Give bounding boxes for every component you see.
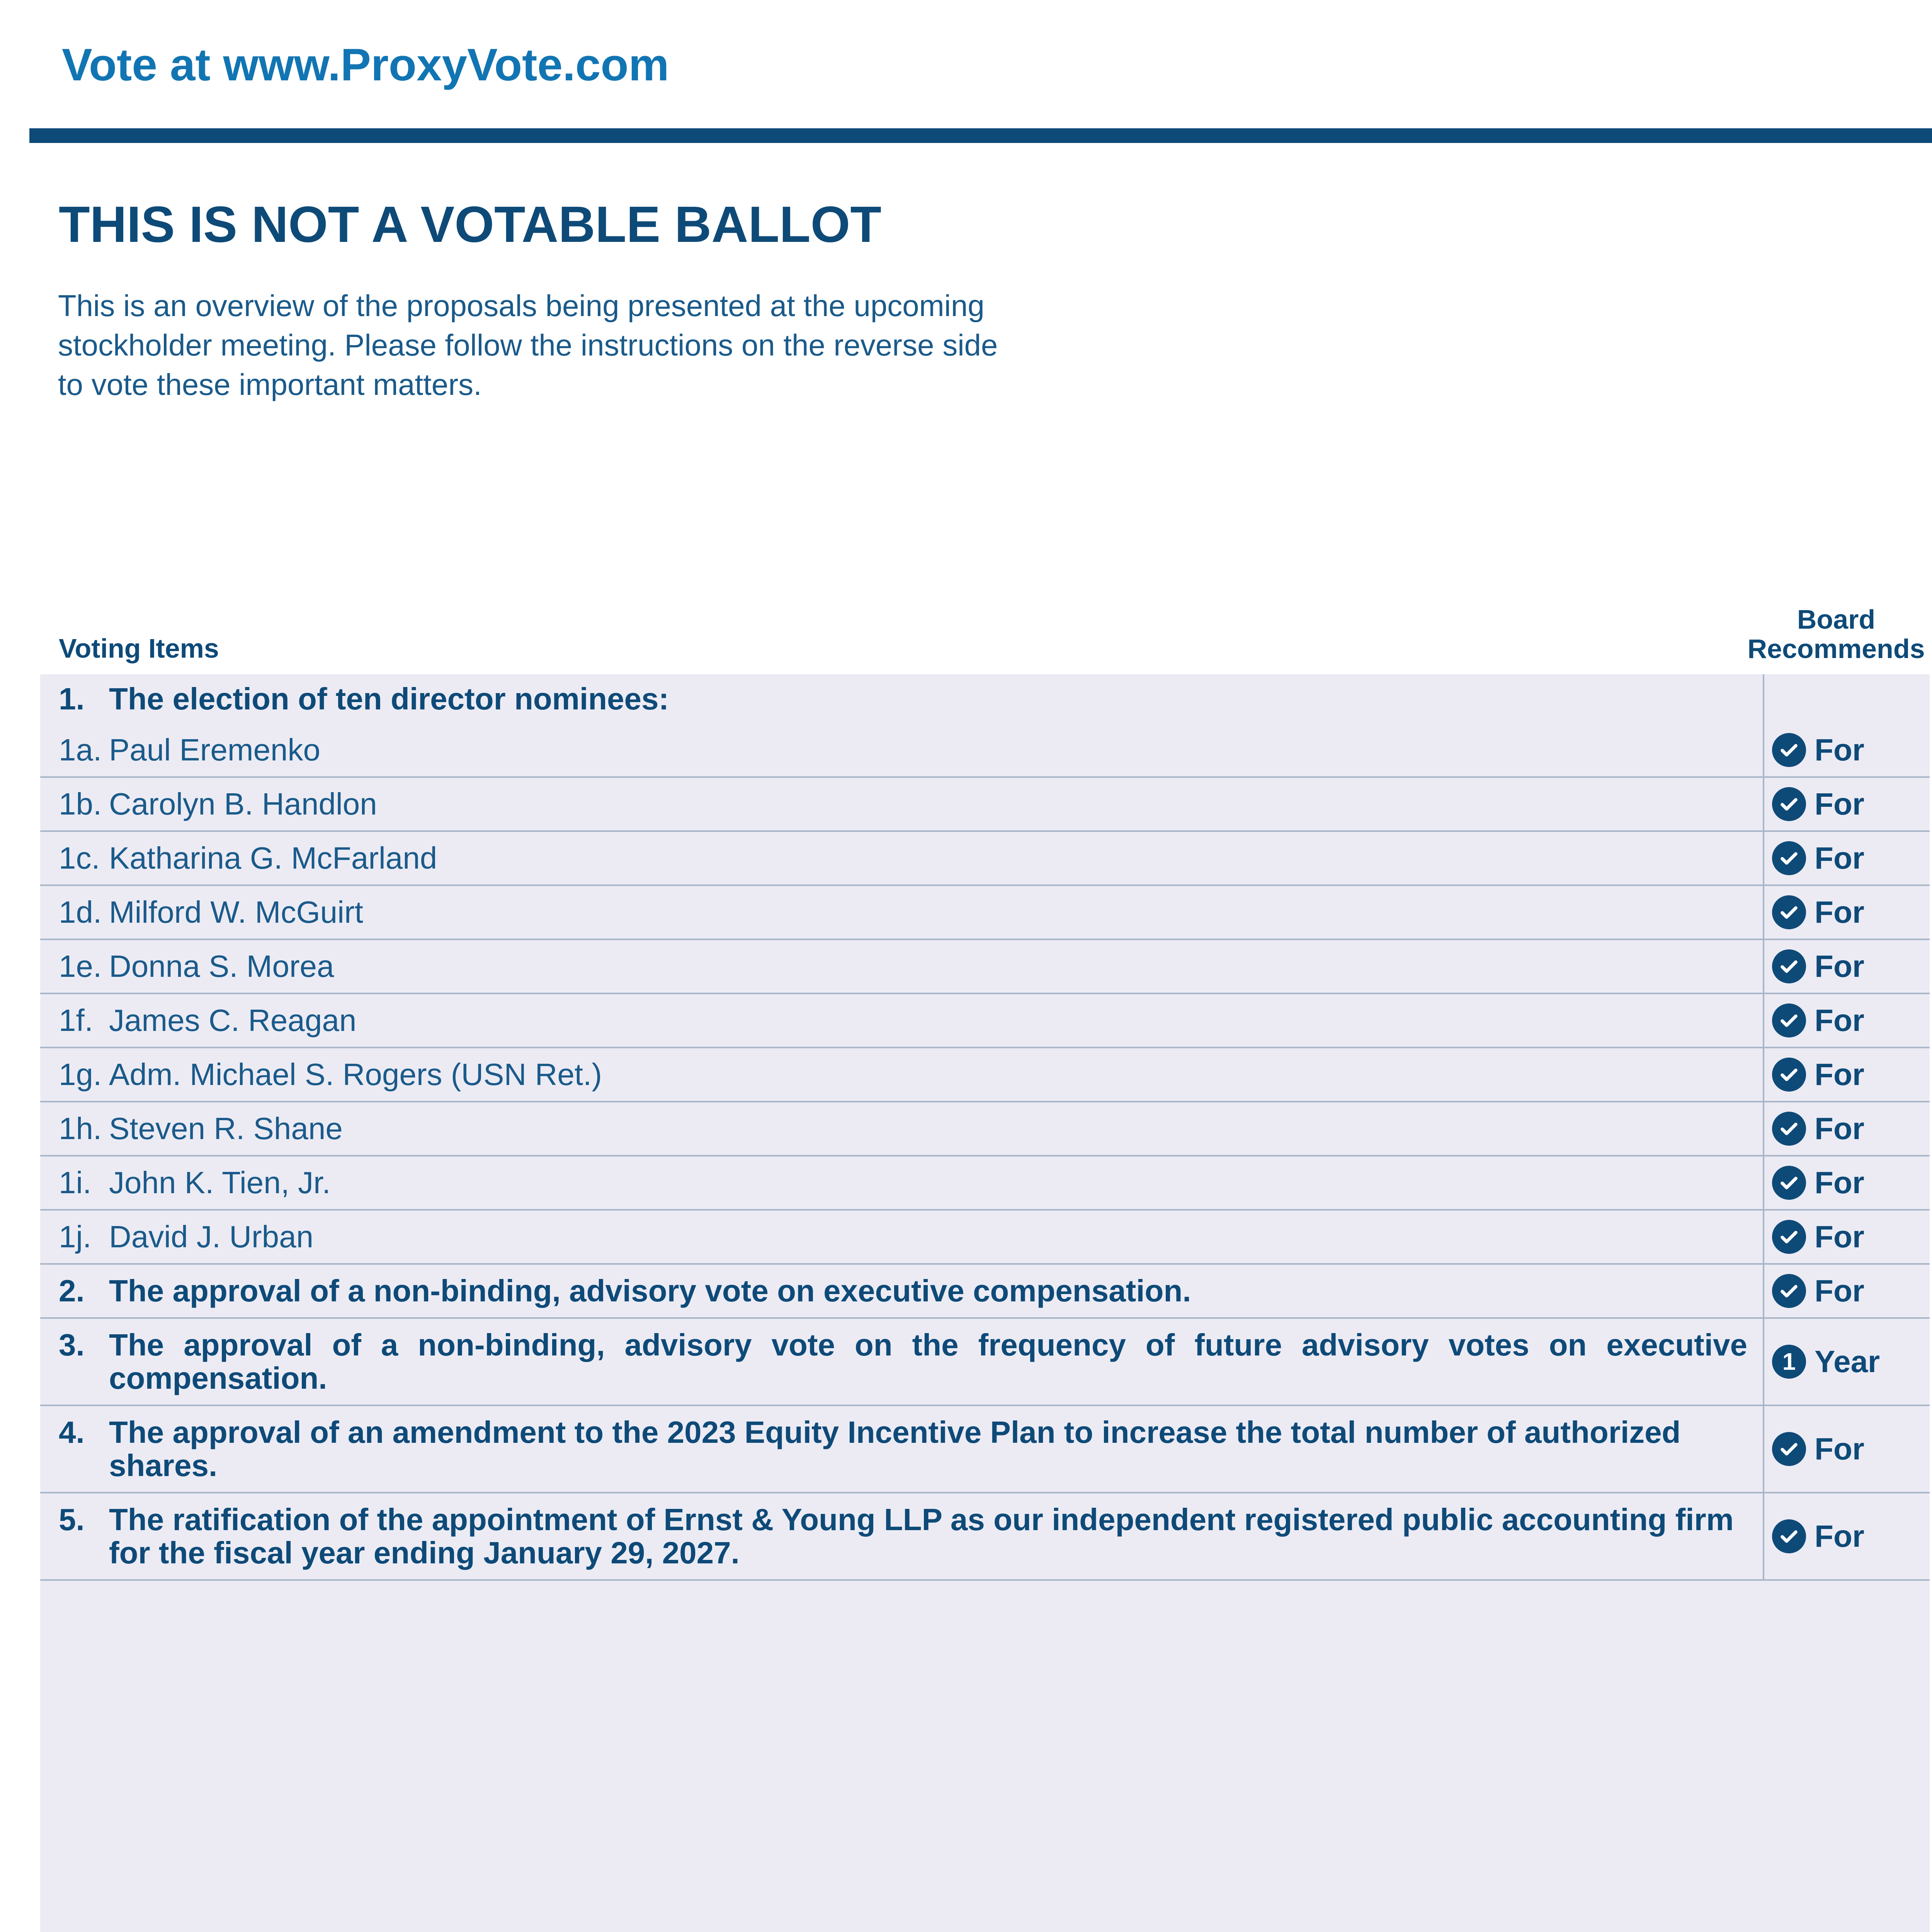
recommendation-label: Year bbox=[1815, 1344, 1880, 1379]
nominee-row-1c bbox=[40, 832, 1930, 886]
recommendation-label: For bbox=[1815, 733, 1864, 767]
item-text: The approval of an amendment to the 2023 Equity Incentive Plan to increase the total number of authorized shares. bbox=[109, 1415, 1681, 1483]
recommendation-label: For bbox=[1815, 841, 1864, 875]
check-circle-icon bbox=[1772, 1112, 1806, 1146]
recommendation bbox=[1763, 1211, 1930, 1263]
item-number: 1. bbox=[59, 682, 85, 716]
item-number: 4. bbox=[59, 1415, 85, 1449]
item-number: 1b. bbox=[59, 787, 102, 821]
board-recommends-line2: Recommends bbox=[1747, 634, 1925, 664]
nominee-row-1d bbox=[40, 886, 1930, 940]
nominee-row-1h bbox=[40, 1102, 1930, 1156]
recommendation-label: For bbox=[1815, 1432, 1864, 1466]
item-number: 5. bbox=[59, 1502, 85, 1537]
check-circle-icon bbox=[1772, 895, 1806, 929]
recommendation bbox=[1763, 724, 1930, 776]
check-circle-icon bbox=[1772, 1003, 1806, 1037]
recommendation bbox=[1763, 1048, 1930, 1101]
check-circle-icon bbox=[1772, 1519, 1806, 1553]
check-circle-icon bbox=[1772, 1220, 1806, 1254]
check-circle-icon bbox=[1772, 841, 1806, 875]
check-circle-icon bbox=[1772, 787, 1806, 821]
nominee-name: Milford W. McGuirt bbox=[109, 895, 363, 929]
voting-items-table bbox=[40, 674, 1930, 1581]
recommendation-label: For bbox=[1815, 895, 1864, 929]
recommendation bbox=[1763, 1406, 1930, 1492]
item-number: 1a. bbox=[59, 733, 102, 767]
board-recommends-line1: Board bbox=[1797, 604, 1876, 634]
nominee-name: David J. Urban bbox=[109, 1219, 314, 1254]
badge-number: 1 bbox=[1782, 1348, 1796, 1375]
check-circle-icon bbox=[1772, 1058, 1806, 1092]
recommendation bbox=[1763, 994, 1930, 1047]
recommendation bbox=[1763, 1493, 1930, 1579]
recommendation-label: For bbox=[1815, 1219, 1864, 1254]
item-number: 3. bbox=[59, 1328, 85, 1362]
item-number: 2. bbox=[59, 1274, 85, 1308]
nominee-name: Paul Eremenko bbox=[109, 733, 320, 767]
nominee-name: Donna S. Morea bbox=[109, 949, 334, 983]
recommendation bbox=[1763, 778, 1930, 830]
nominee-name: John K. Tien, Jr. bbox=[109, 1165, 331, 1200]
nominee-row-1b bbox=[40, 778, 1930, 832]
proposal-row-1 bbox=[40, 674, 1930, 724]
check-circle-icon bbox=[1772, 949, 1806, 983]
nominee-row-1j bbox=[40, 1211, 1930, 1265]
recommendation bbox=[1763, 1265, 1930, 1317]
page-title: THIS IS NOT A VOTABLE BALLOT bbox=[59, 196, 882, 253]
proposal-row-3 bbox=[40, 1319, 1930, 1406]
voting-items-header: Voting Items bbox=[59, 633, 219, 663]
recommendation-label: For bbox=[1815, 1057, 1864, 1092]
item-number: 1j. bbox=[59, 1219, 92, 1254]
item-text: The approval of a non-binding, advisory vote on the frequency of future advisory votes on executive compensation. bbox=[109, 1328, 1747, 1395]
proposal-row-5 bbox=[40, 1493, 1930, 1581]
nominee-row-1a bbox=[40, 724, 1930, 778]
board-recommends-header bbox=[1740, 605, 1932, 663]
recommendation bbox=[1763, 1102, 1930, 1155]
nominee-name: Katharina G. McFarland bbox=[109, 841, 437, 875]
recommendation-label: For bbox=[1815, 949, 1864, 983]
number-one-icon bbox=[1772, 1345, 1806, 1379]
item-text: The ratification of the appointment of Ernst & Young LLP as our independent registered public accounting firm for the fiscal year ending January 29, 2027. bbox=[109, 1502, 1734, 1570]
intro-text: This is an overview of the proposals being presented at the upcoming stockholder meeting. Please follow the instructions on the reverse side to vote these important matters. bbox=[58, 289, 998, 401]
recommendation-label: For bbox=[1815, 1111, 1864, 1146]
recommendation bbox=[1763, 886, 1930, 939]
proposal-row-4 bbox=[40, 1406, 1930, 1493]
nominee-name: Adm. Michael S. Rogers (USN Ret.) bbox=[109, 1057, 602, 1092]
nominee-row-1g bbox=[40, 1048, 1930, 1102]
nominee-row-1i bbox=[40, 1156, 1930, 1211]
item-number: 1c. bbox=[59, 841, 100, 875]
recommendation-cell-empty bbox=[1763, 674, 1930, 724]
nominee-name: Steven R. Shane bbox=[109, 1111, 343, 1146]
item-number: 1i. bbox=[59, 1165, 92, 1200]
check-circle-icon bbox=[1772, 1274, 1806, 1308]
header-divider bbox=[29, 128, 1932, 143]
item-number: 1e. bbox=[59, 949, 102, 983]
item-number: 1d. bbox=[59, 895, 102, 929]
recommendation bbox=[1763, 1319, 1930, 1405]
recommendation-label: For bbox=[1815, 1003, 1864, 1037]
check-circle-icon bbox=[1772, 1166, 1806, 1200]
recommendation-label: For bbox=[1815, 787, 1864, 821]
item-number: 1g. bbox=[59, 1057, 102, 1092]
item-number: 1h. bbox=[59, 1111, 102, 1146]
item-text: The election of ten director nominees: bbox=[109, 682, 669, 716]
recommendation bbox=[1763, 832, 1930, 884]
nominee-name: James C. Reagan bbox=[109, 1003, 357, 1037]
proposal-row-2 bbox=[40, 1265, 1930, 1319]
recommendation-label: For bbox=[1815, 1165, 1864, 1200]
check-circle-icon bbox=[1772, 733, 1806, 767]
recommendation-label: For bbox=[1815, 1519, 1864, 1553]
recommendation bbox=[1763, 940, 1930, 993]
recommendation bbox=[1763, 1156, 1930, 1209]
proxyvote-link[interactable]: Vote at www.ProxyVote.com bbox=[62, 39, 669, 90]
item-text: The approval of a non-binding, advisory vote on executive compensation. bbox=[109, 1274, 1191, 1308]
nominee-name: Carolyn B. Handlon bbox=[109, 787, 377, 821]
recommendation-label: For bbox=[1815, 1274, 1864, 1308]
nominee-row-1e bbox=[40, 940, 1930, 994]
nominee-row-1f bbox=[40, 994, 1930, 1048]
check-circle-icon bbox=[1772, 1432, 1806, 1466]
item-number: 1f. bbox=[59, 1003, 93, 1037]
